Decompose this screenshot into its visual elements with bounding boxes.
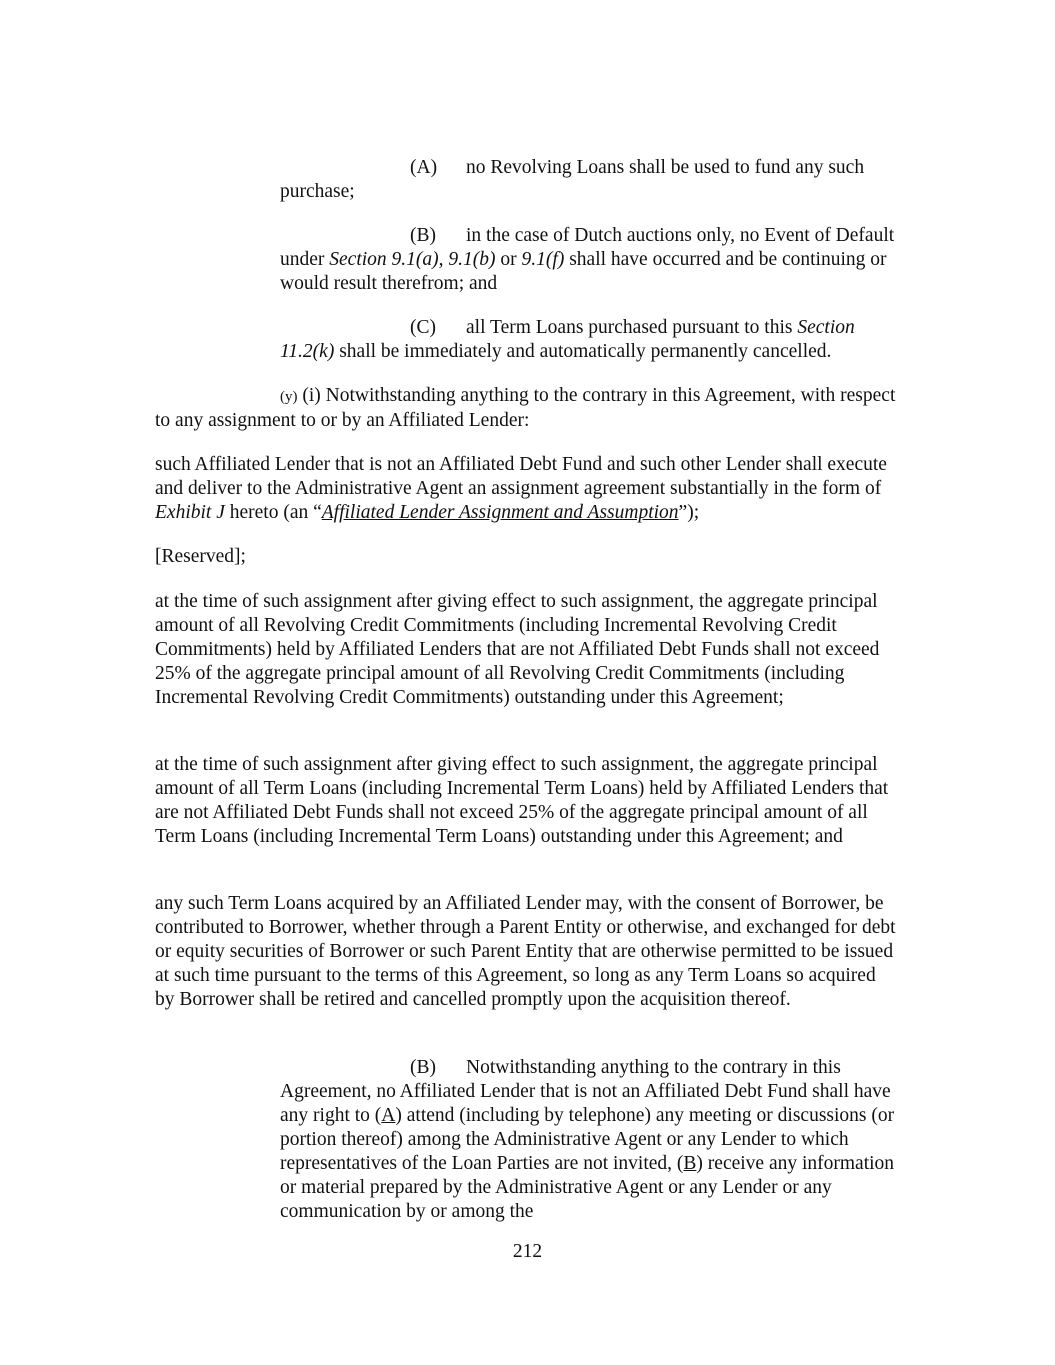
section-ref-9-1-f: 9.1(f) xyxy=(521,249,565,270)
paragraph-assignment-text-2: hereto (an “ xyxy=(224,502,322,523)
paragraph-b2 xyxy=(280,1056,900,1224)
paragraph-b-sep-1: , xyxy=(438,249,449,270)
paragraph-y xyxy=(155,384,900,433)
paragraph-assignment-text-3: ”); xyxy=(678,502,700,523)
paragraph-b xyxy=(280,224,900,296)
paragraph-b2-label: (B) xyxy=(410,1057,436,1078)
paragraph-c xyxy=(280,316,900,364)
paragraph-b-label: (B) xyxy=(410,225,436,246)
defined-term-affiliated-lender-assignment: Affiliated Lender Assignment and Assumption xyxy=(321,502,679,523)
paragraph-term-loans-cap: at the time of such assignment after giving effect to such assignment, the aggregate principal amount of all Term Loans (including Incremental Term Loans) held by Affiliated Lenders that are not Affiliated Debt Funds shall not exceed 25% of the aggregate principal amount of all Term Loans (including Incremental Term Loans) outstanding under this Agreement; and xyxy=(155,754,889,847)
paragraph-a-label: (A) xyxy=(410,157,438,178)
section-ref-9-1-a: Section 9.1(a) xyxy=(329,249,439,270)
section-ref-11-2-k: Section 11.2(k) xyxy=(280,317,855,362)
paragraph-y-label: (y) xyxy=(280,389,298,405)
page-number: 212 xyxy=(512,1241,543,1262)
paragraph-term-loans-contributed: any such Term Loans acquired by an Affiliated Lender may, with the consent of Borrower, be contributed to Borrower, whether through a Parent Entity or otherwise, and exchanged for debt or equity securities of Borrower or such Parent Entity that are otherwise permitted to be issued at such time pursuant to the terms of this Agreement, so long as any Term Loans so acquired by Borrower shall be retired and cancelled promptly upon the acquisition thereof. xyxy=(155,893,896,1010)
section-ref-9-1-b: 9.1(b) xyxy=(448,249,496,270)
exhibit-j-ref: Exhibit J xyxy=(155,502,225,523)
paragraph-b-text-1: in the case of Dutch auctions only, no Event of Default under xyxy=(280,225,895,270)
paragraph-assignment-agreement xyxy=(155,453,900,525)
paragraph-a-text: no Revolving Loans shall be used to fund any such purchase; xyxy=(280,157,865,202)
paragraph-b2-text-3: ) receive any information or material prepared by the Administrative Agent or any Lender or any communication by or among the xyxy=(280,1153,895,1222)
paragraph-a xyxy=(280,156,900,204)
paragraph-b-text-2: shall have occurred and be continuing or would result therefrom; and xyxy=(280,249,887,294)
paragraph-reserved: [Reserved]; xyxy=(155,546,246,567)
paragraph-b2-text-1: Notwithstanding anything to the contrary in this Agreement, no Affiliated Lender that is not an Affiliated Debt Fund shall have any right to ( xyxy=(280,1057,891,1126)
paragraph-b-sep-2: or xyxy=(495,249,522,270)
paragraph-c-text-2: shall be immediately and automatically permanently cancelled. xyxy=(334,341,832,362)
paragraph-c-label: (C) xyxy=(410,317,436,338)
paragraph-b2-text-2: ) attend (including by telephone) any meeting or discussions (or portion thereof) among the Administrative Agent or any Lender to which representatives of the Loan Parties are not invited, ( xyxy=(280,1105,895,1174)
paragraph-assignment-text-1: such Affiliated Lender that is not an Affiliated Debt Fund and such other Lender shall execute and deliver to the Administrative Agent an assignment agreement substantially in the form of xyxy=(155,454,887,499)
subclause-a-marker: A xyxy=(381,1105,396,1126)
paragraph-c-text-1: all Term Loans purchased pursuant to this xyxy=(466,317,798,338)
paragraph-y-text: (i) Notwithstanding anything to the contrary in this Agreement, with respect to any assignment to or by an Affiliated Lender: xyxy=(155,385,896,431)
subclause-b-marker: B xyxy=(683,1153,697,1174)
paragraph-revolving-commitments-cap: at the time of such assignment after giving effect to such assignment, the aggregate principal amount of all Revolving Credit Commitments (including Incremental Revolving Credit Commitments) held by Affiliated Lenders that are not Affiliated Debt Funds shall not exceed 25% of the aggregate principal amount of all Revolving Credit Commitments (including Incremental Revolving Credit Commitments) outstanding under this Agreement; xyxy=(155,591,880,708)
